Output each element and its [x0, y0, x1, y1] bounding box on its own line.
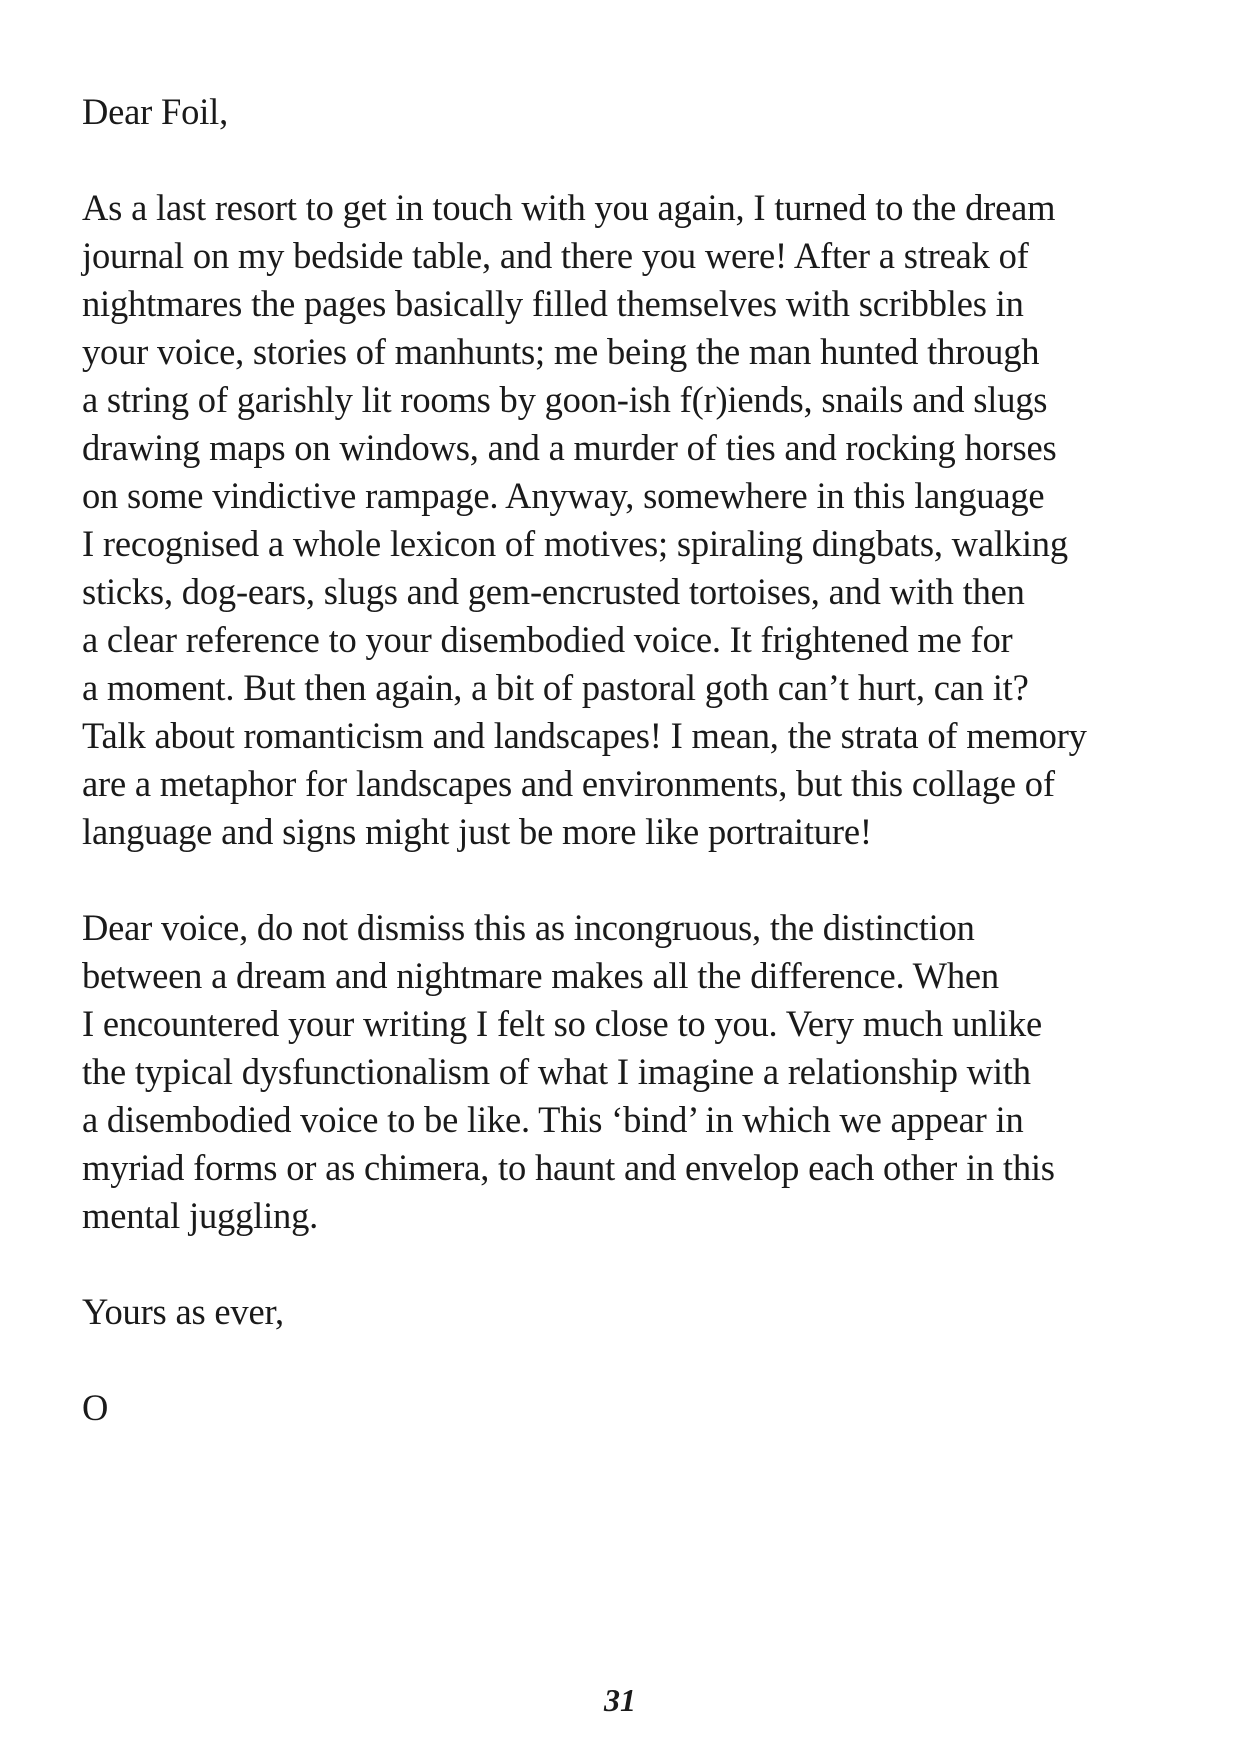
text-line: nightmares the pages basically filled themselves with scribbles in [82, 283, 1024, 324]
text-line: sticks, dog-ears, slugs and gem-encrusted tortoises, and with then [82, 571, 1025, 612]
closing: Yours as ever, [82, 1291, 284, 1332]
text-line: mental juggling. [82, 1195, 319, 1236]
text-line: drawing maps on windows, and a murder of ties and rocking horses [82, 427, 1057, 468]
text-line: I recognised a whole lexicon of motives; spiraling dingbats, walking [82, 523, 1068, 564]
text-line: a string of garishly lit rooms by goon-ish f(r)iends, snails and slugs [82, 379, 1048, 420]
text-line: your voice, stories of manhunts; me being the man hunted through [82, 331, 1040, 372]
text-line: on some vindictive rampage. Anyway, somewhere in this language [82, 475, 1045, 516]
text-line: I encountered your writing I felt so close to you. Very much unlike [82, 1003, 1043, 1044]
paragraph-2 [82, 904, 1222, 1240]
text-line: between a dream and nightmare makes all the difference. When [82, 955, 999, 996]
text-line: journal on my bedside table, and there you were! After a streak of [82, 235, 1029, 276]
text-line: a disembodied voice to be like. This ‘bind’ in which we appear in [82, 1099, 1024, 1140]
text-line: are a metaphor for landscapes and environments, but this collage of [82, 763, 1055, 804]
text-line: a clear reference to your disembodied voice. It frightened me for [82, 619, 1013, 660]
text-line: a moment. But then again, a bit of pastoral goth can’t hurt, can it? [82, 667, 1029, 708]
text-line: the typical dysfunctionalism of what I imagine a relationship with [82, 1051, 1031, 1092]
text-line: myriad forms or as chimera, to haunt and envelop each other in this [82, 1147, 1055, 1188]
text-line: Talk about romanticism and landscapes! I mean, the strata of memory [82, 715, 1087, 756]
text-line: language and signs might just be more like portraiture! [82, 811, 872, 852]
signature: O [82, 1387, 109, 1428]
text-line: Dear voice, do not dismiss this as incongruous, the distinction [82, 907, 975, 948]
paragraph-1 [82, 184, 1222, 856]
letter [82, 88, 1222, 1432]
page-number: 31 [604, 1682, 636, 1718]
salutation: Dear Foil, [82, 91, 228, 132]
text-line: As a last resort to get in touch with you again, I turned to the dream [82, 187, 1056, 228]
